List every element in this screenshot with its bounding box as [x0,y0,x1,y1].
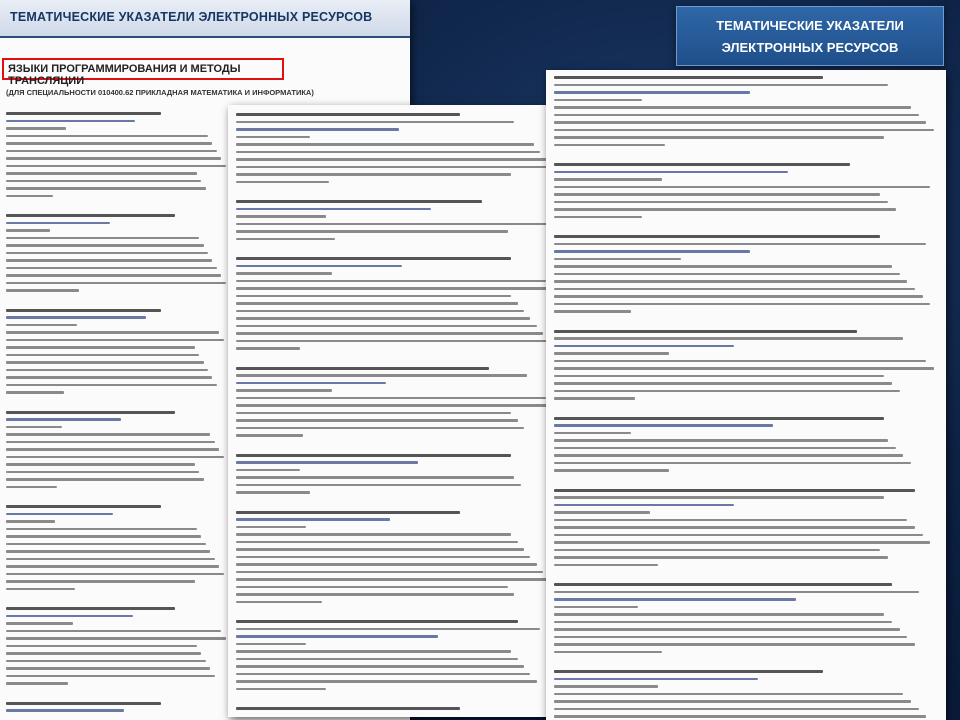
text-line [554,526,915,529]
text-line [554,651,662,654]
text-line [6,709,124,712]
text-line [6,331,219,334]
text-line [6,486,57,489]
text-line [6,214,175,217]
text-line [6,237,199,240]
text-line [236,404,553,407]
text-line [554,439,888,442]
text-line [236,419,518,422]
text-line [236,526,306,529]
text-line [6,354,199,357]
text-line [236,673,530,676]
text-line [6,607,175,610]
text-line [236,367,489,370]
text-line [6,528,197,531]
text-line [554,447,896,450]
text-line [236,238,335,241]
text-line [554,201,888,204]
text-line [554,121,926,124]
text-line [236,272,332,275]
text-line [6,682,68,685]
text-line [6,478,204,481]
text-line [236,389,332,392]
text-line [236,310,524,313]
text-line [236,650,511,653]
text-line [554,598,796,601]
text-line [6,282,226,285]
text-line [554,504,734,507]
text-line [6,361,204,364]
text-line [6,456,224,459]
text-line [6,289,79,292]
text-line [236,223,550,226]
text-line [554,541,930,544]
text-line [236,571,543,574]
text-line [236,374,527,377]
text-line [554,186,930,189]
text-line [6,259,212,262]
text-line [554,106,911,109]
text-line [554,390,900,393]
text-line [554,76,823,79]
text-line [554,303,930,306]
text-line [236,688,326,691]
text-line [236,563,537,566]
text-line [554,489,915,492]
text-line [6,316,146,319]
text-line [6,274,221,277]
text-line [554,397,635,400]
text-line [6,667,210,670]
text-line [6,580,195,583]
text-line [236,541,518,544]
text-line [6,702,161,705]
text-line [554,685,658,688]
text-line [554,295,923,298]
text-line [6,622,73,625]
text-line [554,144,665,147]
document-page-2 [228,105,564,717]
text-line [6,157,221,160]
text-line [236,484,521,487]
text-line [236,257,511,260]
text-line [6,324,77,327]
text-line [554,417,884,420]
text-line [6,384,217,387]
text-line [6,448,219,451]
text-line [6,565,219,568]
text-line [554,534,923,537]
text-line [554,432,631,435]
text-line [6,180,201,183]
slide-title-line2: ЭЛЕКТРОННЫХ РЕСУРСОВ [721,40,899,55]
text-line [6,244,204,247]
text-line [554,84,888,87]
text-line [6,339,224,342]
text-line [554,114,919,117]
document-page-3 [546,70,946,720]
text-line [6,637,226,640]
text-line [236,340,550,343]
text-line [236,128,399,131]
text-line [236,325,537,328]
text-line [236,593,514,596]
text-line [236,511,460,514]
text-line [554,367,934,370]
page-header [0,0,410,38]
text-line [6,513,113,516]
text-line [236,113,460,116]
text-line [236,434,303,437]
text-line [6,112,161,115]
text-line [6,195,53,198]
text-line [236,578,550,581]
text-line [236,412,511,415]
text-line [6,222,110,225]
text-line [554,621,892,624]
text-line [554,310,631,313]
text-line [554,99,642,102]
text-line [554,583,892,586]
text-line [6,426,62,429]
text-line [6,660,206,663]
text-line [6,520,55,523]
text-line [554,469,669,472]
text-line [554,250,750,253]
text-line [554,337,903,340]
text-line [236,533,511,536]
text-line [6,142,212,145]
text-line [6,229,50,232]
text-line [6,543,206,546]
text-line [6,471,199,474]
text-line [6,652,201,655]
text-line [6,573,224,576]
text-line [6,346,195,349]
text-line [6,558,215,561]
text-line [554,235,880,238]
text-line [6,127,66,130]
text-line [554,693,903,696]
text-line [554,382,892,385]
text-line [6,463,195,466]
text-line [6,588,75,591]
text-line [236,454,511,457]
text-line [554,424,773,427]
text-line [6,267,217,270]
text-line [6,418,121,421]
text-line [236,476,514,479]
text-line [6,187,206,190]
text-line [236,586,508,589]
text-line [236,158,546,161]
text-line [554,643,915,646]
text-line [554,345,734,348]
text-line [236,620,518,623]
text-line [236,518,390,521]
text-line [236,643,306,646]
text-line [554,171,788,174]
text-line [6,645,197,648]
text-line [236,151,540,154]
text-line [236,461,418,464]
text-line [236,302,518,305]
text-line [236,556,530,559]
text-line [236,347,300,350]
slide-title-line1: ТЕМАТИЧЕСКИЕ УКАЗАТЕЛИ [716,18,904,33]
text-line [554,208,896,211]
text-line [554,636,907,639]
slide-title [676,6,944,66]
text-line [554,243,926,246]
text-line [554,129,934,132]
text-line [554,454,903,457]
section-highlight [2,58,284,87]
text-line [236,332,543,335]
text-line [236,635,438,638]
text-line [554,136,884,139]
text-line [554,375,884,378]
text-line [6,535,201,538]
text-line [554,330,857,333]
text-line [236,230,508,233]
section-title: ЯЗЫКИ ПРОГРАММИРОВАНИЯ И МЕТОДЫ ТРАНСЛЯЦИИ [8,63,241,87]
text-line [554,549,880,552]
text-line [236,658,518,661]
text-line [554,163,850,166]
text-line [6,135,208,138]
page-header-title: ТЕМАТИЧЕСКИЕ УКАЗАТЕЛИ ЭЛЕКТРОННЫХ РЕСУРСОВ [10,10,373,24]
text-line [6,309,161,312]
text-line [554,91,750,94]
text-line [236,601,322,604]
text-line [6,550,210,553]
text-line [236,265,402,268]
text-line [554,360,926,363]
text-line [236,680,537,683]
text-line [554,678,758,681]
text-line [554,628,900,631]
text-line [236,548,524,551]
text-line [236,215,326,218]
text-line [6,376,212,379]
text-line [236,491,310,494]
text-line [6,165,226,168]
text-line [236,136,310,139]
text-line [6,150,217,153]
text-line [554,564,658,567]
text-line [554,700,911,703]
text-line [6,369,208,372]
text-line [554,708,919,711]
text-line [554,606,638,609]
text-line [236,208,431,211]
text-line [554,670,823,673]
text-line [236,317,530,320]
text-line [554,280,907,283]
text-line [554,511,650,514]
text-line [236,173,511,176]
text-line [554,556,888,559]
text-line [236,707,460,710]
text-line [236,280,546,283]
text-line [554,715,926,718]
section-subtitle: (ДЛЯ СПЕЦИАЛЬНОСТИ 010400.62 ПРИКЛАДНАЯ МАТЕМАТИКА И ИНФОРМАТИКА) [6,88,314,97]
text-line [236,628,540,631]
text-line [554,216,642,219]
text-line [236,397,546,400]
text-line [6,252,208,255]
text-line [6,411,175,414]
text-line [6,172,197,175]
text-line [236,181,329,184]
text-line [6,675,215,678]
text-line [554,591,919,594]
text-line [554,613,884,616]
text-line [554,352,669,355]
text-line [554,273,900,276]
text-line [6,433,210,436]
text-line [6,505,161,508]
text-line [554,519,907,522]
text-line [6,615,133,618]
text-line [554,265,892,268]
text-line [554,193,880,196]
text-line [236,469,300,472]
text-line [6,630,221,633]
text-line [554,288,915,291]
text-line [554,462,911,465]
text-line [6,441,215,444]
text-line [236,427,524,430]
text-line [236,143,534,146]
text-line [236,166,553,169]
text-line [6,120,135,123]
text-line [236,200,482,203]
text-line [554,258,681,261]
text-line [236,665,524,668]
text-line [236,382,386,385]
text-line [554,496,884,499]
text-line [236,295,511,298]
text-line [6,391,64,394]
text-line [236,121,514,124]
text-line [554,178,662,181]
text-line [236,287,553,290]
